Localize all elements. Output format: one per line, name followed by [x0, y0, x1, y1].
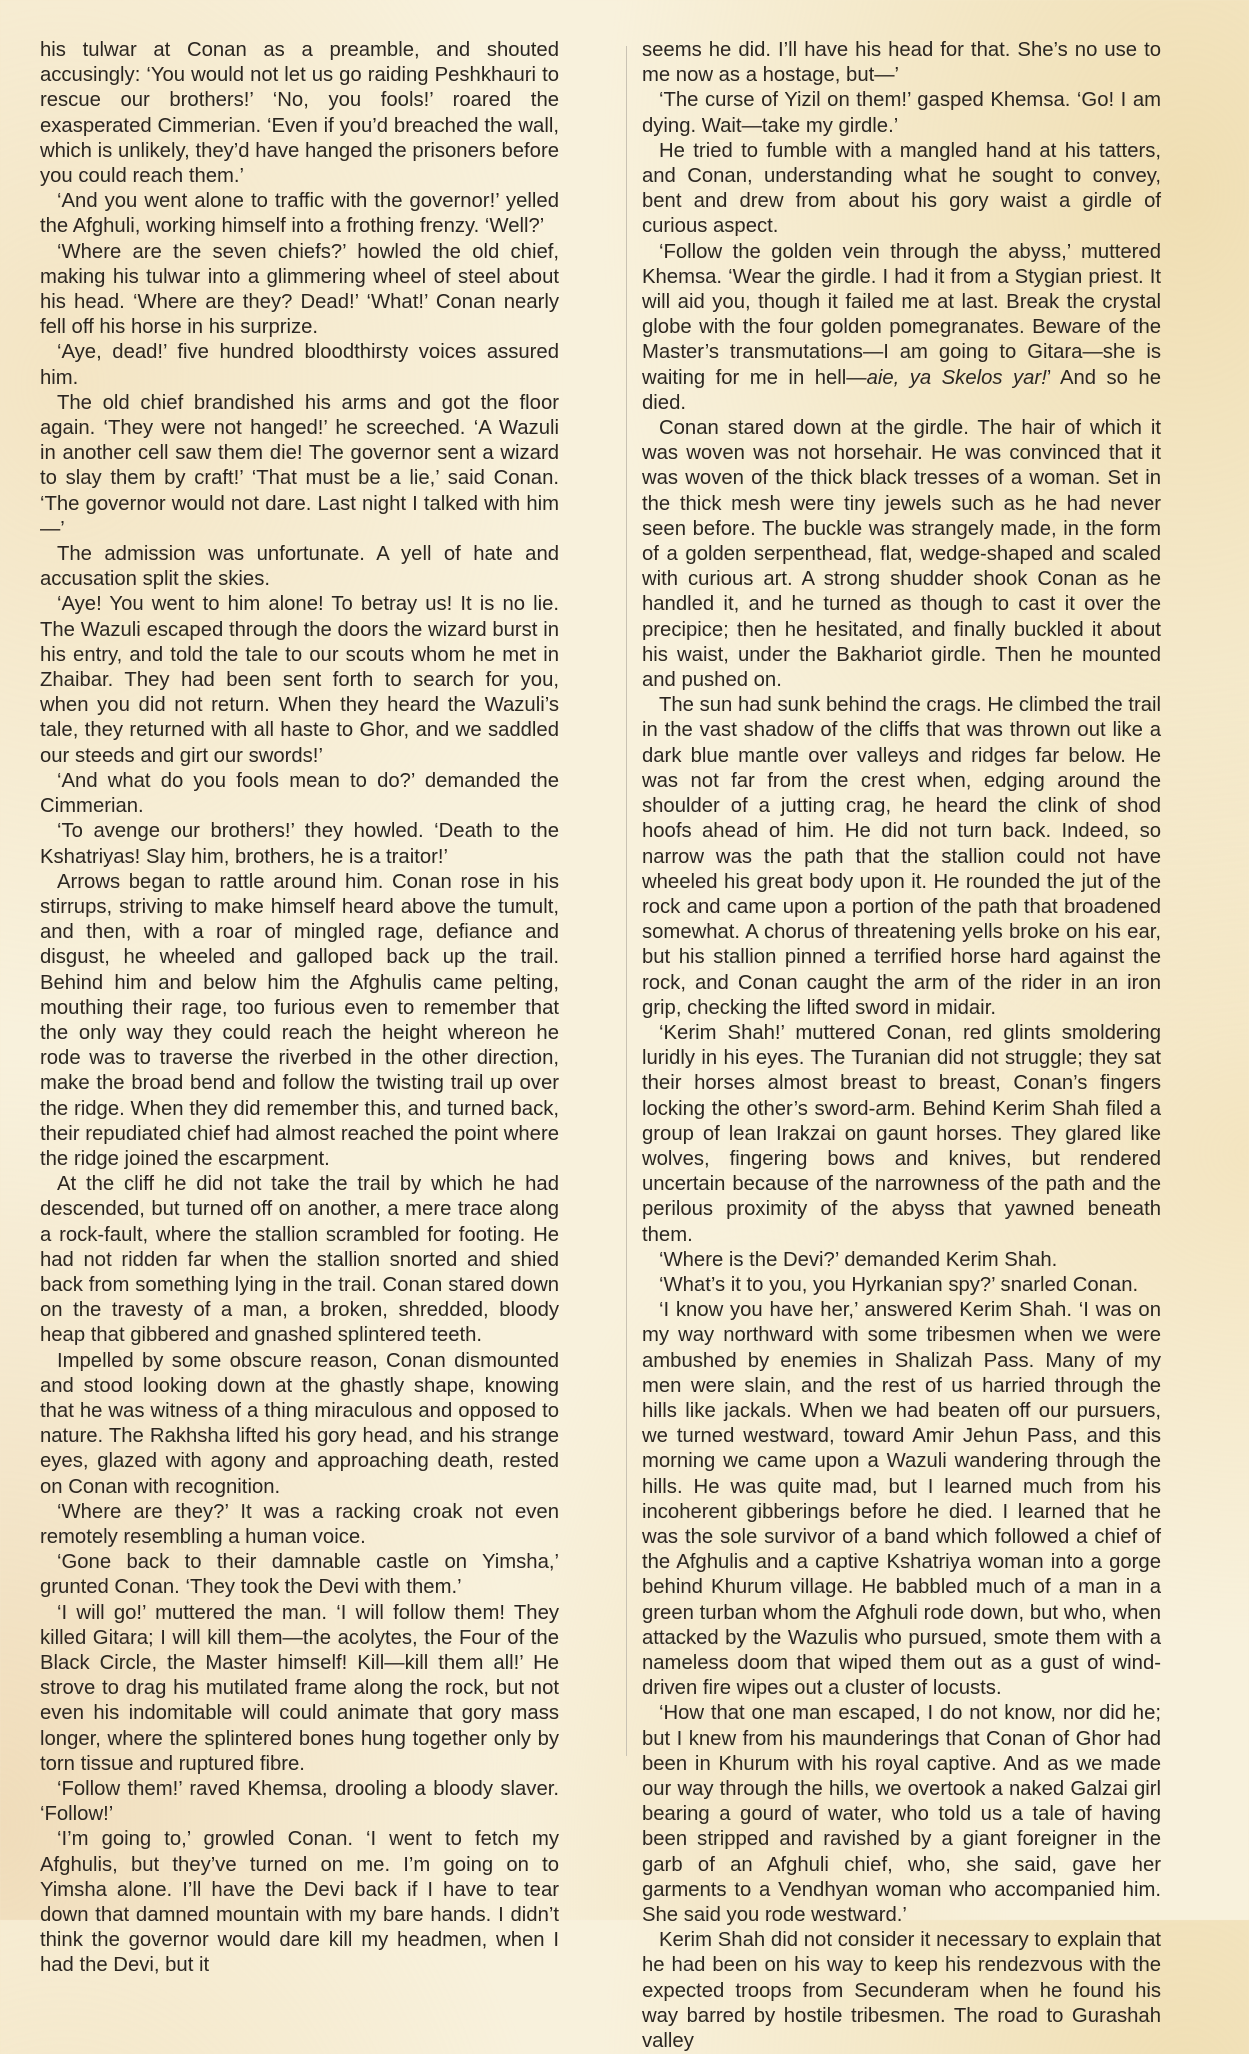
paragraph: The admission was unfortunate. A yell of hate and accusation split the skies.: [40, 543, 559, 591]
paragraph: He tried to fumble with a mangled hand at his tatters, and Conan, understanding what he sought to convey, bent and drew from about his gory waist a girdle of curious aspect.: [642, 139, 1161, 238]
paragraph: ‘What’s it to you, you Hyrkanian spy?’ snarled Conan.: [659, 1273, 1139, 1296]
paragraph: ‘To avenge our brothers!’ they howled. ‘Death to the Kshatriyas! Slay him, brothers, he is a traitor!’: [40, 820, 559, 868]
paragraph: Kerim Shah did not consider it necessary to explain that he had been on his way to keep his rendezvous with the expected troops from Secunderam when he found his way barred by hostile tribesmen. The road to Gurashah valley: [642, 1929, 1161, 2053]
paragraph: ‘Aye, dead!’ five hundred bloodthirsty voices assured him.: [40, 341, 559, 389]
paragraph: Conan stared down at the girdle. The hair of which it was woven was not horsehair. He was convinced that it was woven of the thick black tresses of a woman. Set in the thick mesh were tiny jewels such as he had never seen before. The buckle was strangely made, in the form of a golden serpenthead, flat, wedge-shaped and scaled with curious art. A strong shudder shook Conan as he handled it, and he turned as though to cast it over the precipice; then he hesitated, and finally buckled it about his waist, under the Bakhariot girdle. Then he mounted and pushed on.: [642, 417, 1161, 692]
column-divider: [626, 46, 627, 1756]
paragraph: his tulwar at Conan as a preamble, and shouted accusingly: ‘You would not let us go raiding Peshkhauri to rescue our brothers!’ ‘No, you fools!’ roared the exasperated Cimmerian. ‘Even if you’d breached the wall, which is unlikely, they’d have hanged the prisoners before you could reach them.’: [40, 39, 559, 188]
paragraph-with-italic: [642, 240, 1161, 416]
right-text-column: [642, 38, 1161, 2054]
paragraph: Impelled by some obscure reason, Conan dismounted and stood looking down at the ghastly shape, knowing that he was witness of a thing miraculous and opposed to nature. The Rakhsha lifted his gory head, and his strange eyes, glazed with agony and approaching death, rested on Conan with recognition.: [40, 1349, 559, 1498]
paragraph: ‘Aye! You went to him alone! To betray us! It is no lie. The Wazuli escaped through the doors the wizard burst in his entry, and told the tale to our scouts whom he met in Zhaibar. They had been sent forth to search for you, when you did not return. When they heard the Wazuli’s tale, they returned with all haste to Ghor, and we saddled our steeds and girt our swords!’: [40, 593, 559, 767]
paragraph: ‘How that one man escaped, I do not know, nor did he; but I knew from his maunderings that Conan of Ghor had been in Khurum with his royal captive. And as we made our way through the hills, we overtook a naked Galzai girl bearing a gourd of water, who told us a tale of having been stripped and ravished by a giant foreigner in the garb of an Afghuli chief, who, she said, gave her garments to a Vendhyan woman who accompanied him. She said you rode westward.’: [642, 1702, 1161, 1927]
paragraph: Arrows began to rattle around him. Conan rose in his stirrups, striving to make himself heard above the tumult, and then, with a roar of mingled rage, defiance and disgust, he wheeled and galloped back up the trail. Behind him and below him the Afghulis came pelting, mouthing their rage, too furious even to remember that the only way they could reach the height whereon he rode was to traverse the riverbed in the other direction, make the broad bend and follow the twisting trail up over the ridge. When they did remember this, and turned back, their repudiated chief had almost reached the point where the ridge joined the escarpment.: [40, 870, 559, 1170]
paragraph: ‘I know you have her,’ answered Kerim Shah. ‘I was on my way northward with some tribesmen when we were ambushed by enemies in Shalizah Pass. Many of my men were slain, and the rest of us harried through the hills like jackals. When we had beaten off our pursuers, we turned westward, toward Amir Jehun Pass, and this morning we came upon a Wazuli wandering through the hills. He was quite mad, but I learned much from his incoherent gibberings before he died. I learned that he was the sole survivor of a band which followed a chief of the Afghulis and a captive Kshatriya woman into a gorge behind Khurum village. He babbled much of a man in a green turban whom the Afghuli rode down, but who, when attacked by the Wazulis who pursued, smote them with a nameless doom that wiped them out as a gust of wind-driven fire wipes out a cluster of locusts.: [642, 1299, 1161, 1700]
paragraph: ‘And you went alone to traffic with the governor!’ yelled the Afghuli, working himself into a frothing frenzy. ‘Well?’: [40, 190, 559, 238]
paragraph: ‘Kerim Shah!’ muttered Conan, red glints smoldering luridly in his eyes. The Turanian did not struggle; they sat their horses almost breast to breast, Conan’s fingers locking the other’s sword-arm. Behind Kerim Shah filed a group of lean Irakzai on gaunt horses. They glared like wolves, fingering bows and knives, but rendered uncertain because of the narrowness of the path and the perilous proximity of the abyss that yawned beneath them.: [642, 1021, 1161, 1246]
paragraph: ‘The curse of Yizil on them!’ gasped Khemsa. ‘Go! I am dying. Wait—take my girdle.’: [642, 89, 1161, 137]
paragraph-text-end: ’ And so he died.: [642, 366, 1161, 414]
paragraph: ‘Where is the Devi?’ demanded Kerim Shah.: [659, 1248, 1058, 1271]
paragraph: The old chief brandished his arms and got the floor again. ‘They were not hanged!’ he screeched. ‘A Wazuli in another cell saw them die! The governor sent a wizard to slay them by craft!’ ‘That must be a lie,’ said Conan. ‘The governor would not dare. Last night I talked with him—’: [40, 391, 559, 540]
paragraph: seems he did. I’ll have his head for that. She’s no use to me now as a hostage, but—’: [642, 39, 1161, 87]
paragraph: ‘Where are they?’ It was a racking croak not even remotely resembling a human voice.: [40, 1500, 559, 1548]
paragraph: ‘And what do you fools mean to do?’ demanded the Cimmerian.: [40, 769, 559, 818]
paragraph: ‘I’m going to,’ growled Conan. ‘I went to fetch my Afghulis, but they’ve turned on me. I’m going on to Yimsha alone. I’ll have the Devi back if I have to tear down that damned mountain with my bare hands. I didn’t think the governor would dare kill my headmen, when I had the Devi, but it: [40, 1828, 559, 1977]
paragraph: ‘I will go!’ muttered the man. ‘I will follow them! They killed Gitara; I will kill them—the acolytes, the Four of the Black Circle, the Master himself! Kill—kill them all!’ He strove to drag his mutilated frame along the rock, but not even his indomitable will could animate that gory mass longer, where the splintered bones hung together only by torn tissue and ruptured fibre.: [40, 1601, 559, 1775]
paragraph: At the cliff he did not take the trail by which he had descended, but turned off on another, a mere trace along a rock-fault, where the stallion scrambled for footing. He had not ridden far when the stallion snorted and shied back from something lying in the trail. Conan stared down on the travesty of a man, a broken, shredded, bloody heap that gibbered and gnashed splintered teeth.: [40, 1173, 559, 1347]
book-page: [40, 38, 1207, 2053]
paragraph: ‘Gone back to their damnable castle on Yimsha,’ grunted Conan. ‘They took the Devi with them.’: [40, 1551, 559, 1599]
left-text-column: [40, 38, 559, 1979]
paragraph: ‘Follow them!’ raved Khemsa, drooling a bloody slaver. ‘Follow!’: [40, 1778, 559, 1826]
paragraph: The sun had sunk behind the crags. He climbed the trail in the vast shadow of the cliffs that was thrown out like a dark blue mantle over valleys and ridges far below. He was not far from the crest when, edging around the shoulder of a jutting crag, he heard the clink of shod hoofs ahead of him. He did not turn back. Indeed, so narrow was the path that the stallion could not have wheeled his great body upon it. He rounded the jut of the rock and came upon a portion of the path that broadened somewhat. A chorus of threatening yells broke on his ear, but his stallion pinned a terrified horse hard against the rock, and Conan caught the arm of the rider in an iron grip, checking the lifted sword in midair.: [642, 694, 1161, 1019]
paragraph: ‘Where are the seven chiefs?’ howled the old chief, making his tulwar into a glimmering wheel of steel about his head. ‘Where are they? Dead!’ ‘What!’ Conan nearly fell off his horse in his surprize.: [40, 240, 559, 339]
paragraph-text: ‘Follow the golden vein through the abyss,’ muttered Khemsa. ‘Wear the girdle. I had it from a Stygian priest. It will aid you, though it failed me at last. Break the crystal globe with the four golden pomegranates. Beware of the Master’s transmutations—I am going to Gitara—she is waiting for me in hell—: [642, 240, 1161, 389]
italic-phrase: aie, ya Skelos yar!: [866, 366, 1047, 389]
